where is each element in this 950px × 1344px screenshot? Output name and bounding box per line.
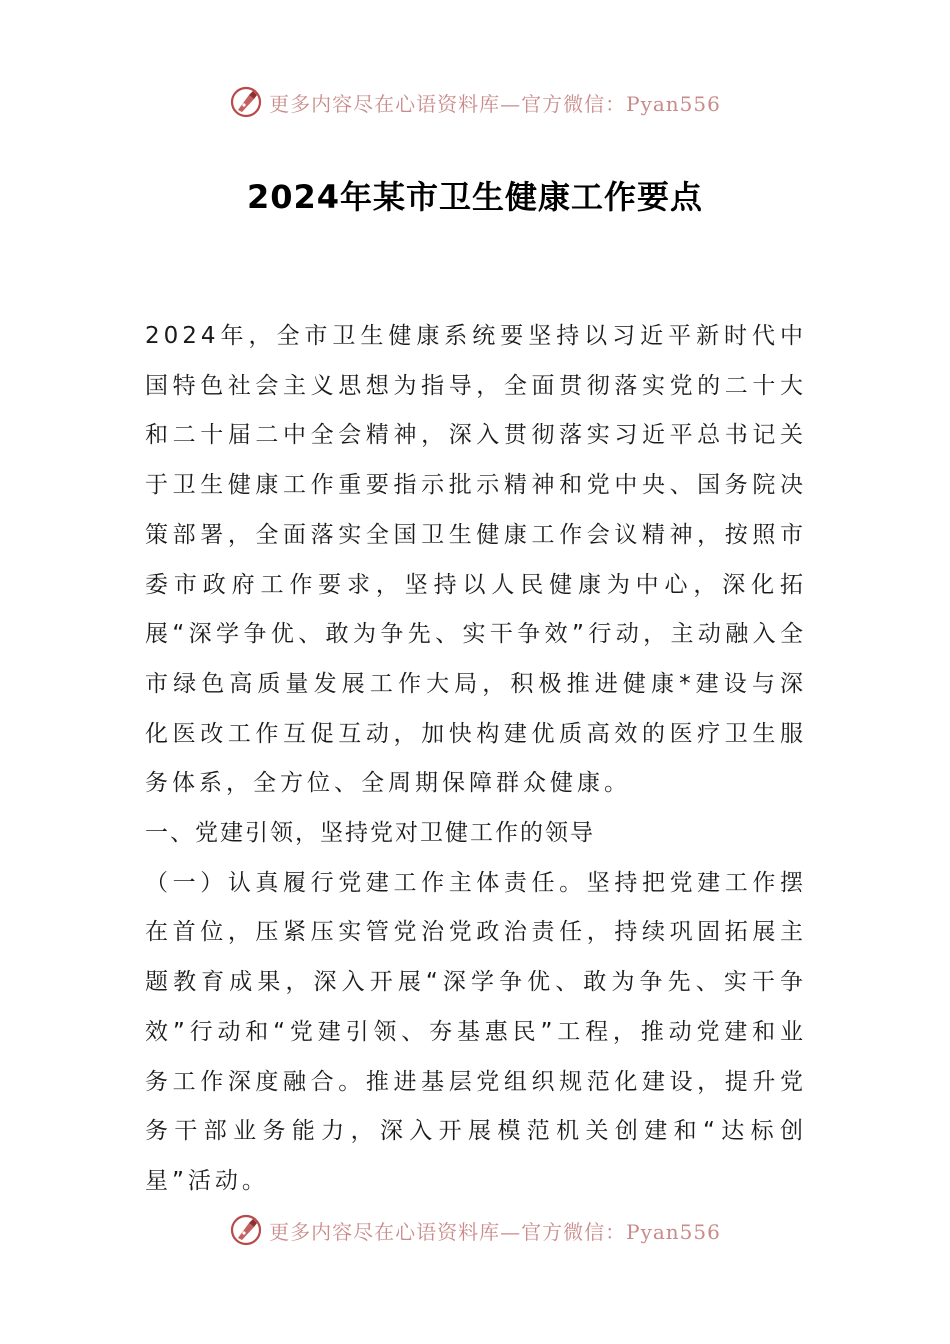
pen-nib-circle-icon <box>229 1213 263 1247</box>
document-title: 2024年某市卫生健康工作要点 <box>246 178 704 216</box>
watermark-text: 更多内容尽在心语资料库—官方微信：Pyan556 <box>269 1219 721 1244</box>
watermark-footer <box>0 1210 950 1250</box>
pen-nib-circle-icon <box>229 85 263 119</box>
watermark-header <box>0 82 950 122</box>
section-heading: 一、党建引领，坚持党对卫健工作的领导 <box>145 820 595 847</box>
document-body <box>145 312 807 1207</box>
intro-paragraph: 2024年，全市卫生健康系统要坚持以习近平新时代中国特色社会主义思想为指导，全面贯彻落实党的二十大和二十届二中全会精神，深入贯彻落实习近平总书记关于卫生健康工作重要指示批示精神和党中央、国务院决策部署，全面落实全国卫生健康工作会议精神，按照市委市政府工作要求，坚持以人民健康为中心，深化拓展“深学争优、敢为争先、实干争效”行动，主动融入全市绿色高质量发展工作大局，积极推进健康*建设与深化医改工作互促互动，加快构建优质高效的医疗卫生服务体系，全方位、全周期保障群众健康。 <box>145 323 807 797</box>
section-paragraph: （一）认真履行党建工作主体责任。坚持把党建工作摆在首位，压紧压实管党治党政治责任，持续巩固拓展主题教育成果，深入开展“深学争优、敢为争先、实干争效”行动和“党建引领、夯基惠民”工程，推动党建和业务工作深度融合。推进基层党组织规范化建设，提升党务干部业务能力，深入开展模范机关创建和“达标创星”活动。 <box>145 869 807 1194</box>
watermark-text: 更多内容尽在心语资料库—官方微信：Pyan556 <box>269 91 721 116</box>
